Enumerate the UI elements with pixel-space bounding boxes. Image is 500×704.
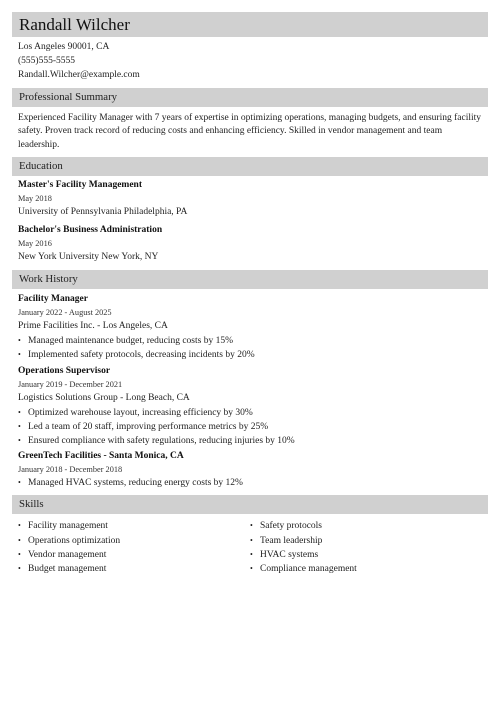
job-entry bbox=[18, 449, 482, 490]
skill-item: • HVAC systems bbox=[250, 548, 482, 562]
education-title: Education bbox=[19, 160, 63, 173]
job-role: Facility Manager bbox=[18, 294, 88, 305]
skills-grid bbox=[18, 516, 482, 576]
education-degree: Master's Facility Management bbox=[18, 180, 142, 191]
job-bullet: • Optimized warehouse layout, increasing efficiency by 30% bbox=[18, 406, 482, 420]
education-school: University of Pennsylvania Philadelphia, PA bbox=[18, 207, 188, 218]
education-school: New York University New York, NY bbox=[18, 252, 159, 263]
summary-section bbox=[12, 107, 488, 153]
skill-item: • Facility management bbox=[18, 519, 250, 533]
job-bullets bbox=[18, 476, 482, 490]
skill-item: • Compliance management bbox=[250, 562, 482, 576]
job-role: Operations Supervisor bbox=[18, 365, 111, 376]
summary-text: Experienced Facility Manager with 7 years of expertise in optimizing operations, managing budgets, and ensuring facility safety. Proven track record of reducing costs and enhancing efficiency. Skilled in vendor management and team leadership. bbox=[18, 112, 481, 150]
summary-title: Professional Summary bbox=[19, 90, 118, 103]
education-header bbox=[12, 157, 488, 176]
job-company: Prime Facilities Inc. - Los Angeles, CA bbox=[18, 321, 168, 332]
work-history-section bbox=[12, 289, 488, 490]
job-bullet: • Led a team of 20 staff, improving performance metrics by 25% bbox=[18, 420, 482, 434]
job-bullets bbox=[18, 334, 482, 362]
skills-column-right bbox=[250, 519, 482, 576]
education-date: May 2016 bbox=[18, 239, 52, 249]
job-date: January 2018 - December 2018 bbox=[18, 465, 123, 475]
work-history-header bbox=[12, 270, 488, 289]
education-entry bbox=[18, 223, 482, 265]
education-entry bbox=[18, 178, 482, 220]
skill-item: • Safety protocols bbox=[250, 519, 482, 533]
contact-address: Los Angeles 90001, CA bbox=[18, 42, 110, 52]
skill-item: • Vendor management bbox=[18, 548, 250, 562]
name-header bbox=[12, 12, 488, 37]
job-entry bbox=[18, 364, 482, 449]
contact-info bbox=[12, 37, 488, 83]
skills-header bbox=[12, 495, 488, 514]
contact-email: Randall.Wilcher@example.com bbox=[18, 70, 140, 81]
job-bullets bbox=[18, 406, 482, 449]
summary-header bbox=[12, 88, 488, 107]
job-bullet: • Ensured compliance with safety regulations, reducing injuries by 10% bbox=[18, 434, 482, 448]
job-role: GreenTech Facilities - Santa Monica, CA bbox=[18, 451, 184, 462]
job-entry bbox=[18, 292, 482, 362]
education-date: May 2018 bbox=[18, 194, 52, 204]
skill-item: • Budget management bbox=[18, 562, 250, 576]
education-section bbox=[12, 176, 488, 265]
skills-column-left bbox=[18, 519, 250, 576]
work-history-title: Work History bbox=[19, 273, 78, 286]
skill-item: • Operations optimization bbox=[18, 534, 250, 548]
job-bullet: • Managed HVAC systems, reducing energy costs by 12% bbox=[18, 476, 482, 490]
skills-title: Skills bbox=[19, 498, 44, 511]
job-bullet: • Managed maintenance budget, reducing costs by 15% bbox=[18, 334, 482, 348]
job-company: Logistics Solutions Group - Long Beach, CA bbox=[18, 392, 190, 403]
job-date: January 2022 - August 2025 bbox=[18, 308, 112, 318]
candidate-name: Randall Wilcher bbox=[19, 15, 130, 34]
contact-phone: (555)555-5555 bbox=[18, 56, 75, 67]
job-bullet: • Implemented safety protocols, decreasing incidents by 20% bbox=[18, 348, 482, 362]
job-date: January 2019 - December 2021 bbox=[18, 379, 123, 389]
skill-item: • Team leadership bbox=[250, 534, 482, 548]
education-degree: Bachelor's Business Administration bbox=[18, 225, 163, 236]
skills-section bbox=[12, 514, 488, 576]
